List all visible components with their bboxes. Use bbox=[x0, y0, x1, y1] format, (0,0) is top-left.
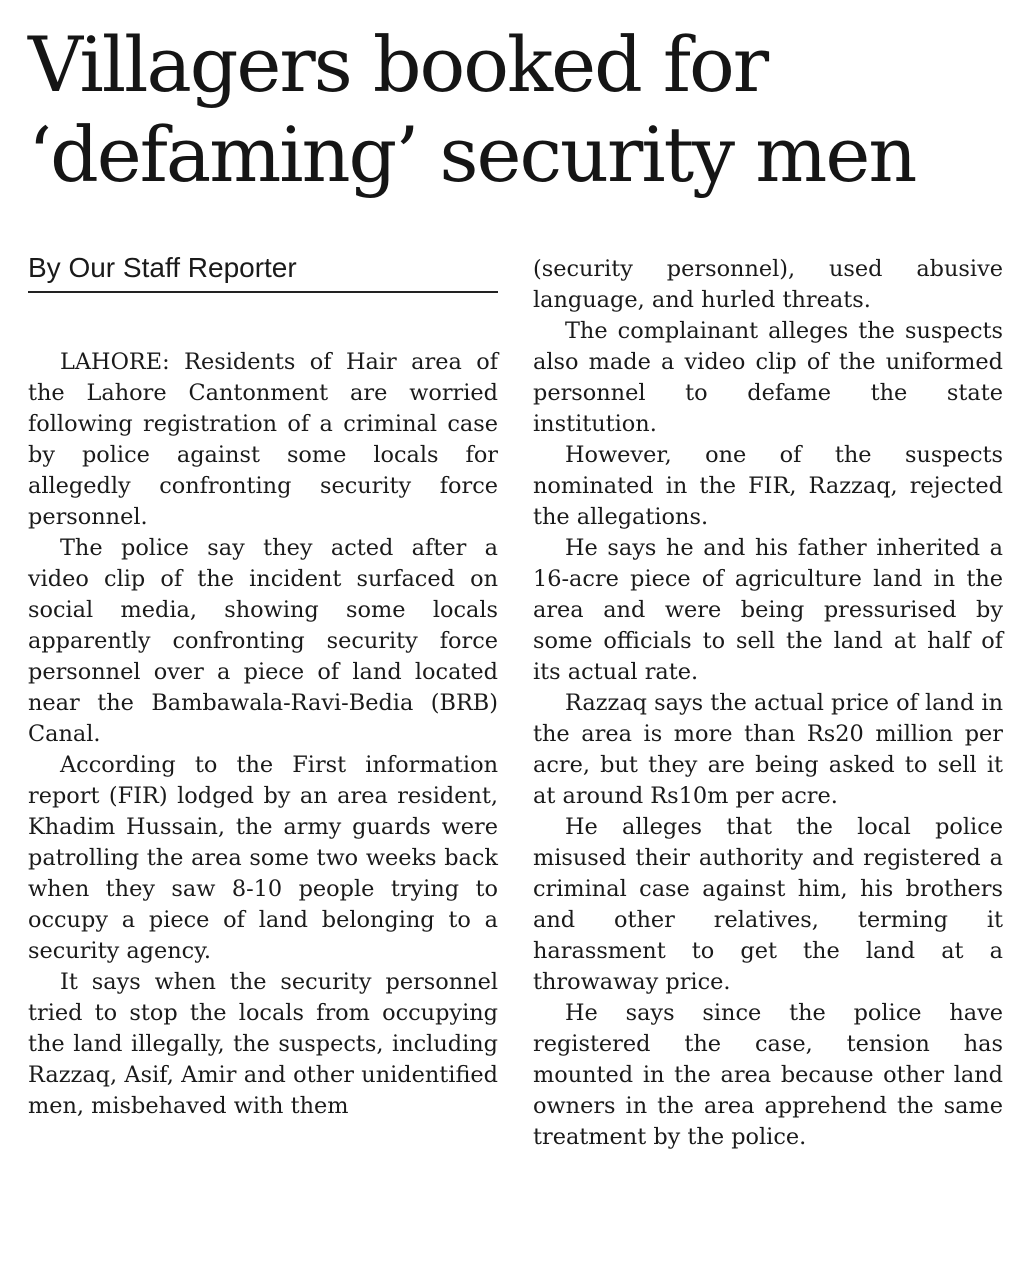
article-column-right bbox=[533, 254, 1003, 1153]
headline bbox=[28, 20, 1013, 200]
paragraph: LAHORE: Residents of Hair area of the Lahore Cantonment are worried following registration of a criminal case by police against some locals for allegedly confronting security force personnel. bbox=[28, 349, 498, 530]
paragraph: However, one of the suspects nominated in the FIR, Razzaq, rejected the allegations. bbox=[533, 442, 1003, 530]
article-column-left bbox=[28, 347, 498, 1122]
paragraph: Razzaq says the actual price of land in the area is more than Rs20 million per acre, but they are being asked to sell it at around Rs10m per acre. bbox=[533, 690, 1003, 809]
headline-line-2: ‘defaming’ security men bbox=[28, 110, 916, 199]
paragraph: According to the First information report (FIR) lodged by an area resident, Khadim Hussain, the army guards were patrolling the area some two weeks back when they saw 8-10 people trying to occupy a piece of land belonging to a security agency. bbox=[28, 752, 498, 964]
byline: By Our Staff Reporter bbox=[28, 249, 498, 293]
paragraph: He says he and his father inherited a 16-acre piece of agriculture land in the area and were being pressurised by some officials to sell the land at half of its actual rate. bbox=[533, 535, 1003, 685]
paragraph: The complainant alleges the suspects also made a video clip of the uniformed personnel to defame the state institution. bbox=[533, 318, 1003, 437]
headline-line-1: Villagers booked for bbox=[28, 20, 768, 109]
paragraph: The police say they acted after a video clip of the incident surfaced on social media, showing some locals apparently confronting security force personnel over a piece of land located near the Bambawala-Ravi-Bedia (BRB) Canal. bbox=[28, 535, 498, 747]
paragraph: It says when the security personnel tried to stop the locals from occupying the land illegally, the suspects, including Razzaq, Asif, Amir and other unidentified men, misbehaved with them bbox=[28, 969, 498, 1119]
paragraph: He alleges that the local police misused their authority and registered a criminal case against him, his brothers and other relatives, terming it harassment to get the land at a throwaway price. bbox=[533, 814, 1003, 995]
paragraph-continued: (security personnel), used abusive language, and hurled threats. bbox=[533, 256, 1003, 313]
paragraph: He says since the police have registered the case, tension has mounted in the area because other land owners in the area apprehend the same treatment by the police. bbox=[533, 1000, 1003, 1150]
